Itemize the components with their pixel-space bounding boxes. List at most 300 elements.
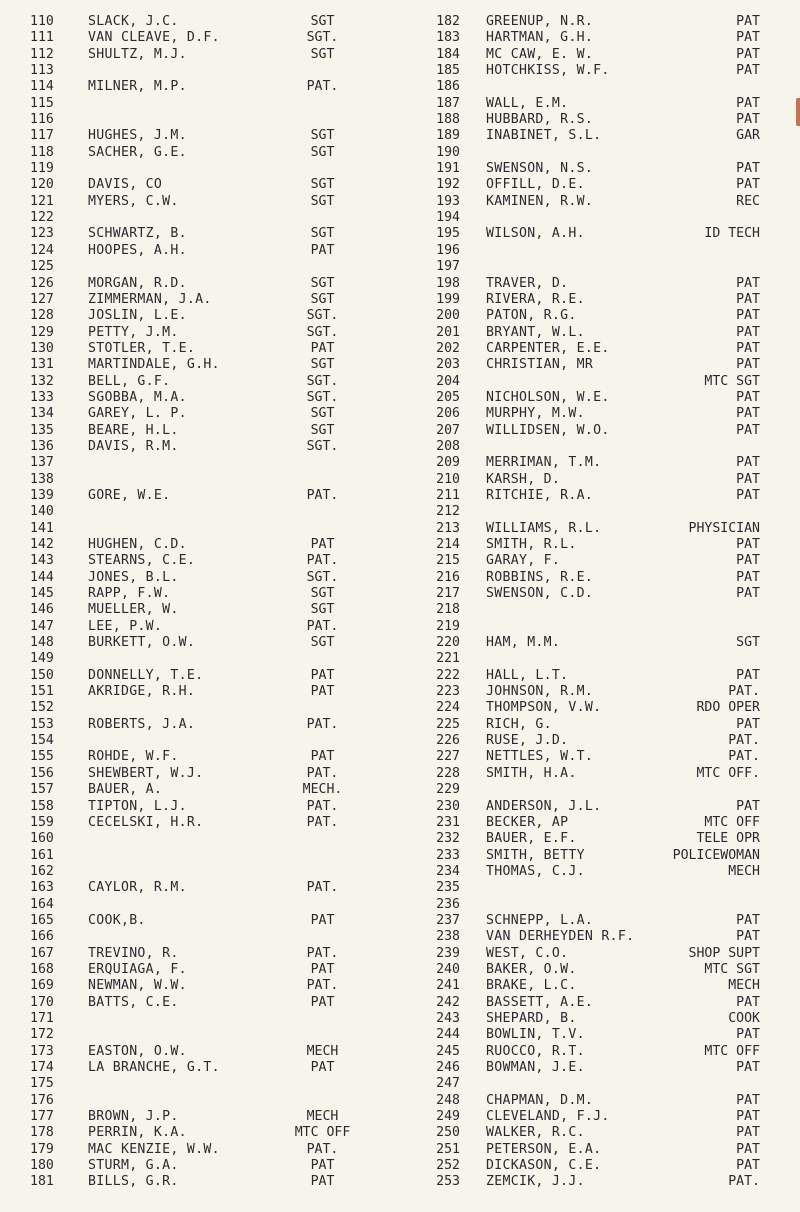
officer-name: MC CAW, E. W. bbox=[486, 46, 594, 62]
roster-row bbox=[30, 995, 375, 1011]
badge-number: 207 bbox=[436, 422, 460, 438]
roster-row bbox=[420, 1125, 760, 1141]
officer-rank: MECH bbox=[728, 978, 760, 994]
badge-number: 244 bbox=[436, 1027, 460, 1043]
officer-rank: SGT bbox=[310, 226, 335, 242]
badge-number: 210 bbox=[436, 471, 460, 487]
roster-row bbox=[30, 1044, 375, 1060]
officer-name: MILNER, M.P. bbox=[88, 79, 187, 95]
roster-row bbox=[420, 717, 760, 733]
officer-name: BAKER, O.W. bbox=[486, 961, 577, 977]
officer-name: ANDERSON, J.L. bbox=[486, 798, 602, 814]
roster-row bbox=[30, 1011, 375, 1027]
roster-row bbox=[30, 308, 375, 324]
badge-number: 192 bbox=[436, 177, 460, 193]
roster-row bbox=[420, 1044, 760, 1060]
roster-row bbox=[30, 128, 375, 144]
badge-number: 229 bbox=[436, 782, 460, 798]
roster-row bbox=[30, 1174, 375, 1190]
officer-name: HARTMAN, G.H. bbox=[486, 30, 594, 46]
officer-rank: PAT bbox=[310, 340, 335, 356]
badge-number: 123 bbox=[30, 226, 54, 242]
roster-row bbox=[420, 619, 760, 635]
officer-rank: PAT bbox=[310, 1174, 335, 1190]
roster-row bbox=[30, 63, 375, 79]
roster-row bbox=[420, 374, 760, 390]
officer-name: DAVIS, CO bbox=[88, 177, 163, 193]
officer-rank: SGT bbox=[310, 422, 335, 438]
badge-number: 171 bbox=[30, 1010, 54, 1026]
badge-number: 126 bbox=[30, 275, 54, 291]
roster-row bbox=[420, 635, 760, 651]
roster-row bbox=[30, 521, 375, 537]
roster-row bbox=[30, 439, 375, 455]
officer-rank: MTC OFF bbox=[294, 1125, 351, 1141]
badge-number: 177 bbox=[30, 1109, 54, 1125]
roster-row bbox=[30, 897, 375, 913]
roster-row bbox=[420, 423, 760, 439]
badge-number: 124 bbox=[30, 242, 54, 258]
officer-rank: SGT bbox=[310, 144, 335, 160]
badge-number: 220 bbox=[436, 635, 460, 651]
officer-rank: SGT bbox=[310, 177, 335, 193]
badge-number: 213 bbox=[436, 520, 460, 536]
roster-row bbox=[420, 880, 760, 896]
roster-row bbox=[30, 390, 375, 406]
roster-row bbox=[30, 292, 375, 308]
roster-row bbox=[420, 14, 760, 30]
officer-name: THOMPSON, V.W. bbox=[486, 700, 602, 716]
officer-rank: PAT bbox=[310, 912, 335, 928]
roster-row bbox=[30, 913, 375, 929]
badge-number: 222 bbox=[436, 667, 460, 683]
roster-row bbox=[30, 47, 375, 63]
officer-rank: PAT bbox=[736, 1125, 760, 1141]
roster-row bbox=[30, 700, 375, 716]
officer-rank: PAT bbox=[736, 1109, 760, 1125]
officer-name: RICH, G. bbox=[486, 716, 552, 732]
officer-rank: PAT bbox=[736, 406, 760, 422]
badge-number: 137 bbox=[30, 455, 54, 471]
officer-name: BROWN, J.P. bbox=[88, 1109, 179, 1125]
roster-row bbox=[30, 259, 375, 275]
badge-number: 172 bbox=[30, 1027, 54, 1043]
officer-rank: PAT bbox=[736, 1060, 760, 1075]
officer-name: RUSE, J.D. bbox=[486, 733, 569, 749]
roster-row bbox=[420, 243, 760, 259]
officer-rank: MTC SGT bbox=[704, 961, 760, 977]
roster-row bbox=[420, 913, 760, 929]
officer-name: BRYANT, W.L. bbox=[486, 324, 585, 340]
badge-number: 201 bbox=[436, 324, 460, 340]
officer-rank: PAT. bbox=[728, 684, 760, 700]
officer-name: HALL, L.T. bbox=[486, 667, 569, 683]
badge-number: 246 bbox=[436, 1060, 460, 1075]
officer-rank: SGT bbox=[310, 635, 335, 651]
officer-name: SHEPARD, B. bbox=[486, 1010, 577, 1026]
officer-rank: PAT bbox=[736, 586, 760, 602]
badge-number: 133 bbox=[30, 389, 54, 405]
badge-number: 130 bbox=[30, 340, 54, 356]
officer-rank: PHYSICIAN bbox=[688, 520, 760, 536]
officer-name: TIPTON, L.J. bbox=[88, 798, 187, 814]
officer-rank: MTC OFF bbox=[704, 814, 760, 830]
officer-name: BOWMAN, J.E. bbox=[486, 1060, 585, 1075]
badge-number: 118 bbox=[30, 144, 54, 160]
badge-number: 183 bbox=[436, 30, 460, 46]
badge-number: 251 bbox=[436, 1141, 460, 1157]
badge-number: 230 bbox=[436, 798, 460, 814]
roster-row bbox=[30, 619, 375, 635]
roster-row bbox=[420, 472, 760, 488]
officer-rank: PAT bbox=[736, 1141, 760, 1157]
officer-rank: PAT bbox=[736, 537, 760, 552]
roster-row bbox=[30, 733, 375, 749]
roster-row bbox=[420, 210, 760, 226]
officer-rank: PAT. bbox=[306, 716, 339, 732]
officer-name: STURM, G.A. bbox=[88, 1158, 179, 1174]
roster-row bbox=[420, 128, 760, 144]
badge-number: 252 bbox=[436, 1158, 460, 1174]
roster-row bbox=[30, 243, 375, 259]
badge-number: 138 bbox=[30, 471, 54, 487]
officer-name: PERRIN, K.A. bbox=[88, 1125, 187, 1141]
officer-name: WALL, E.M. bbox=[486, 95, 569, 111]
officer-rank: PAT bbox=[736, 161, 760, 177]
badge-number: 236 bbox=[436, 896, 460, 912]
officer-rank: PAT bbox=[310, 242, 335, 258]
badge-number: 190 bbox=[436, 144, 460, 160]
badge-number: 248 bbox=[436, 1092, 460, 1108]
officer-rank: PAT. bbox=[728, 1174, 760, 1190]
badge-number: 110 bbox=[30, 14, 54, 29]
officer-name: VAN CLEAVE, D.F. bbox=[88, 30, 220, 46]
roster-row bbox=[30, 864, 375, 880]
officer-rank: PAT bbox=[736, 1158, 760, 1174]
officer-name: CHRISTIAN, MR bbox=[486, 357, 594, 373]
badge-number: 144 bbox=[30, 569, 54, 585]
roster-row bbox=[420, 259, 760, 275]
officer-name: SMITH, BETTY bbox=[486, 847, 585, 863]
officer-rank: PAT. bbox=[306, 553, 339, 569]
roster-row bbox=[30, 651, 375, 667]
roster-row bbox=[30, 79, 375, 95]
badge-number: 142 bbox=[30, 537, 54, 552]
roster-row bbox=[30, 423, 375, 439]
badge-number: 232 bbox=[436, 831, 460, 847]
officer-rank: PAT. bbox=[306, 79, 339, 95]
badge-number: 240 bbox=[436, 961, 460, 977]
roster-row bbox=[30, 374, 375, 390]
badge-number: 175 bbox=[30, 1076, 54, 1092]
officer-rank: PAT bbox=[736, 455, 760, 471]
badge-number: 194 bbox=[436, 210, 460, 226]
officer-rank: PAT bbox=[736, 471, 760, 487]
officer-rank: PAT bbox=[310, 684, 335, 700]
badge-number: 111 bbox=[30, 30, 54, 46]
officer-rank: PAT. bbox=[306, 880, 339, 896]
badge-number: 191 bbox=[436, 161, 460, 177]
badge-number: 134 bbox=[30, 406, 54, 422]
officer-name: BATTS, C.E. bbox=[88, 994, 179, 1010]
roster-row bbox=[30, 635, 375, 651]
roster-row bbox=[420, 439, 760, 455]
roster-row bbox=[420, 292, 760, 308]
officer-name: RIVERA, R.E. bbox=[486, 291, 585, 307]
officer-rank: PAT bbox=[736, 177, 760, 193]
roster-row bbox=[30, 602, 375, 618]
roster-row bbox=[420, 700, 760, 716]
officer-rank: SGT. bbox=[306, 389, 339, 405]
officer-name: GARAY, F. bbox=[486, 553, 561, 569]
badge-number: 148 bbox=[30, 635, 54, 651]
roster-row bbox=[30, 161, 375, 177]
roster-row bbox=[420, 145, 760, 161]
badge-number: 167 bbox=[30, 945, 54, 961]
officer-name: DAVIS, R.M. bbox=[88, 438, 179, 454]
badge-number: 115 bbox=[30, 95, 54, 111]
badge-number: 154 bbox=[30, 733, 54, 749]
roster-row bbox=[420, 521, 760, 537]
officer-rank: PAT. bbox=[306, 945, 339, 961]
officer-rank: PAT bbox=[736, 716, 760, 732]
badge-number: 216 bbox=[436, 569, 460, 585]
roster-row bbox=[420, 1142, 760, 1158]
badge-number: 163 bbox=[30, 880, 54, 896]
roster-row bbox=[30, 357, 375, 373]
badge-number: 119 bbox=[30, 161, 54, 177]
officer-name: SCHWARTZ, B. bbox=[88, 226, 187, 242]
roster-right-column bbox=[420, 14, 760, 1191]
officer-name: ZEMCIK, J.J. bbox=[486, 1174, 585, 1190]
roster-row bbox=[30, 831, 375, 847]
officer-rank: PAT bbox=[736, 912, 760, 928]
officer-rank: SHOP SUPT bbox=[688, 945, 760, 961]
officer-rank: MECH bbox=[306, 1109, 339, 1125]
roster-row bbox=[420, 341, 760, 357]
badge-number: 146 bbox=[30, 602, 54, 618]
badge-number: 214 bbox=[436, 537, 460, 552]
badge-number: 140 bbox=[30, 504, 54, 520]
roster-row bbox=[30, 406, 375, 422]
roster-row bbox=[420, 962, 760, 978]
officer-rank: SGT. bbox=[306, 324, 339, 340]
page-edge-mark bbox=[796, 98, 800, 126]
officer-name: WEST, C.O. bbox=[486, 945, 569, 961]
badge-number: 131 bbox=[30, 357, 54, 373]
officer-name: OFFILL, D.E. bbox=[486, 177, 585, 193]
officer-name: VAN DERHEYDEN R.F. bbox=[486, 929, 635, 945]
officer-name: JOHNSON, R.M. bbox=[486, 684, 594, 700]
badge-number: 151 bbox=[30, 684, 54, 700]
badge-number: 212 bbox=[436, 504, 460, 520]
roster-row bbox=[420, 782, 760, 798]
officer-rank: PAT bbox=[736, 667, 760, 683]
roster-row bbox=[420, 504, 760, 520]
officer-rank: PAT bbox=[736, 553, 760, 569]
badge-number: 241 bbox=[436, 978, 460, 994]
badge-number: 206 bbox=[436, 406, 460, 422]
officer-name: ZIMMERMAN, J.A. bbox=[88, 291, 212, 307]
badge-number: 245 bbox=[436, 1043, 460, 1059]
roster-row bbox=[30, 504, 375, 520]
badge-number: 113 bbox=[30, 63, 54, 79]
roster-row bbox=[420, 1093, 760, 1109]
roster-row bbox=[30, 194, 375, 210]
officer-name: WALKER, R.C. bbox=[486, 1125, 585, 1141]
badge-number: 242 bbox=[436, 994, 460, 1010]
officer-name: SHEWBERT, W.J. bbox=[88, 765, 204, 781]
badge-number: 198 bbox=[436, 275, 460, 291]
badge-number: 125 bbox=[30, 259, 54, 275]
badge-number: 122 bbox=[30, 210, 54, 226]
badge-number: 127 bbox=[30, 291, 54, 307]
officer-rank: SGT. bbox=[306, 438, 339, 454]
badge-number: 225 bbox=[436, 716, 460, 732]
officer-name: HUGHES, J.M. bbox=[88, 128, 187, 144]
badge-number: 145 bbox=[30, 586, 54, 602]
roster-row bbox=[420, 978, 760, 994]
roster-row bbox=[420, 766, 760, 782]
roster-row bbox=[30, 1093, 375, 1109]
roster-row bbox=[30, 553, 375, 569]
officer-name: NICHOLSON, W.E. bbox=[486, 389, 610, 405]
officer-rank: MECH. bbox=[302, 782, 343, 798]
officer-name: HUBBARD, R.S. bbox=[486, 112, 594, 128]
officer-name: HOOPES, A.H. bbox=[88, 242, 187, 258]
officer-name: DONNELLY, T.E. bbox=[88, 667, 204, 683]
officer-name: DICKASON, C.E. bbox=[486, 1158, 602, 1174]
officer-name: CECELSKI, H.R. bbox=[88, 814, 204, 830]
officer-rank: PAT. bbox=[306, 1141, 339, 1157]
badge-number: 228 bbox=[436, 765, 460, 781]
badge-number: 176 bbox=[30, 1092, 54, 1108]
roster-row bbox=[30, 684, 375, 700]
officer-rank: PAT. bbox=[306, 765, 339, 781]
officer-rank: PAT bbox=[736, 994, 760, 1010]
badge-number: 162 bbox=[30, 863, 54, 879]
officer-rank: MECH bbox=[728, 863, 760, 879]
roster-row bbox=[30, 929, 375, 945]
badge-number: 156 bbox=[30, 765, 54, 781]
roster-row bbox=[420, 325, 760, 341]
officer-name: KAMINEN, R.W. bbox=[486, 193, 594, 209]
officer-name: CAYLOR, R.M. bbox=[88, 880, 187, 896]
badge-number: 180 bbox=[30, 1158, 54, 1174]
officer-name: SACHER, G.E. bbox=[88, 144, 187, 160]
officer-name: BEARE, H.L. bbox=[88, 422, 179, 438]
officer-rank: PAT bbox=[736, 14, 760, 29]
officer-rank: MTC SGT bbox=[704, 373, 760, 389]
badge-number: 247 bbox=[436, 1076, 460, 1092]
badge-number: 132 bbox=[30, 373, 54, 389]
officer-rank: COOK bbox=[728, 1010, 760, 1026]
badge-number: 143 bbox=[30, 553, 54, 569]
badge-number: 152 bbox=[30, 700, 54, 716]
officer-rank: SGT bbox=[310, 357, 335, 373]
badge-number: 179 bbox=[30, 1141, 54, 1157]
officer-rank: PAT. bbox=[728, 749, 760, 765]
badge-number: 114 bbox=[30, 79, 54, 95]
badge-number: 168 bbox=[30, 961, 54, 977]
officer-name: INABINET, S.L. bbox=[486, 128, 602, 144]
roster-row bbox=[420, 1076, 760, 1092]
officer-rank: PAT bbox=[736, 112, 760, 128]
badge-number: 237 bbox=[436, 912, 460, 928]
officer-name: MARTINDALE, G.H. bbox=[88, 357, 220, 373]
officer-rank: PAT bbox=[736, 95, 760, 111]
officer-name: TRAVER, D. bbox=[486, 275, 569, 291]
badge-number: 188 bbox=[436, 112, 460, 128]
roster-row bbox=[30, 1125, 375, 1141]
badge-number: 215 bbox=[436, 553, 460, 569]
officer-name: STEARNS, C.E. bbox=[88, 553, 196, 569]
officer-name: TREVINO, R. bbox=[88, 945, 179, 961]
officer-rank: SGT. bbox=[306, 30, 339, 46]
roster-row bbox=[420, 112, 760, 128]
officer-name: WILLIDSEN, W.O. bbox=[486, 422, 610, 438]
officer-rank: SGT bbox=[310, 291, 335, 307]
badge-number: 205 bbox=[436, 389, 460, 405]
roster-row bbox=[30, 537, 375, 553]
officer-rank: POLICEWOMAN bbox=[672, 847, 760, 863]
badge-number: 234 bbox=[436, 863, 460, 879]
officer-name: RITCHIE, R.A. bbox=[486, 487, 594, 503]
officer-rank: SGT bbox=[310, 275, 335, 291]
badge-number: 160 bbox=[30, 831, 54, 847]
officer-name: BOWLIN, T.V. bbox=[486, 1027, 585, 1043]
roster-row bbox=[420, 749, 760, 765]
badge-number: 193 bbox=[436, 193, 460, 209]
roster-row bbox=[30, 96, 375, 112]
roster-row bbox=[420, 929, 760, 945]
roster-row bbox=[30, 145, 375, 161]
officer-name: AKRIDGE, R.H. bbox=[88, 684, 196, 700]
officer-name: ROBBINS, R.E. bbox=[486, 569, 594, 585]
officer-name: KARSH, D. bbox=[486, 471, 561, 487]
officer-name: THOMAS, C.J. bbox=[486, 863, 585, 879]
officer-rank: PAT bbox=[736, 291, 760, 307]
officer-name: MORGAN, R.D. bbox=[88, 275, 187, 291]
roster-row bbox=[420, 815, 760, 831]
roster-row bbox=[30, 978, 375, 994]
officer-name: LEE, P.W. bbox=[88, 618, 163, 634]
badge-number: 217 bbox=[436, 586, 460, 602]
officer-rank: SGT bbox=[310, 602, 335, 618]
badge-number: 173 bbox=[30, 1043, 54, 1059]
officer-rank: PAT bbox=[736, 308, 760, 324]
roster-row bbox=[420, 668, 760, 684]
officer-name: SCHNEPP, L.A. bbox=[486, 912, 594, 928]
roster-row bbox=[420, 406, 760, 422]
badge-number: 221 bbox=[436, 651, 460, 667]
roster-left-column bbox=[30, 14, 375, 1191]
officer-name: LA BRANCHE, G.T. bbox=[88, 1060, 220, 1075]
badge-number: 231 bbox=[436, 814, 460, 830]
officer-name: BELL, G.F. bbox=[88, 373, 171, 389]
officer-name: NEWMAN, W.W. bbox=[88, 978, 187, 994]
roster-row bbox=[420, 390, 760, 406]
officer-rank: PAT bbox=[310, 961, 335, 977]
badge-number: 129 bbox=[30, 324, 54, 340]
officer-rank: PAT. bbox=[728, 733, 760, 749]
roster-row bbox=[420, 602, 760, 618]
badge-number: 202 bbox=[436, 340, 460, 356]
roster-row bbox=[420, 586, 760, 602]
roster-row bbox=[420, 194, 760, 210]
badge-number: 153 bbox=[30, 716, 54, 732]
officer-name: PETERSON, E.A. bbox=[486, 1141, 602, 1157]
